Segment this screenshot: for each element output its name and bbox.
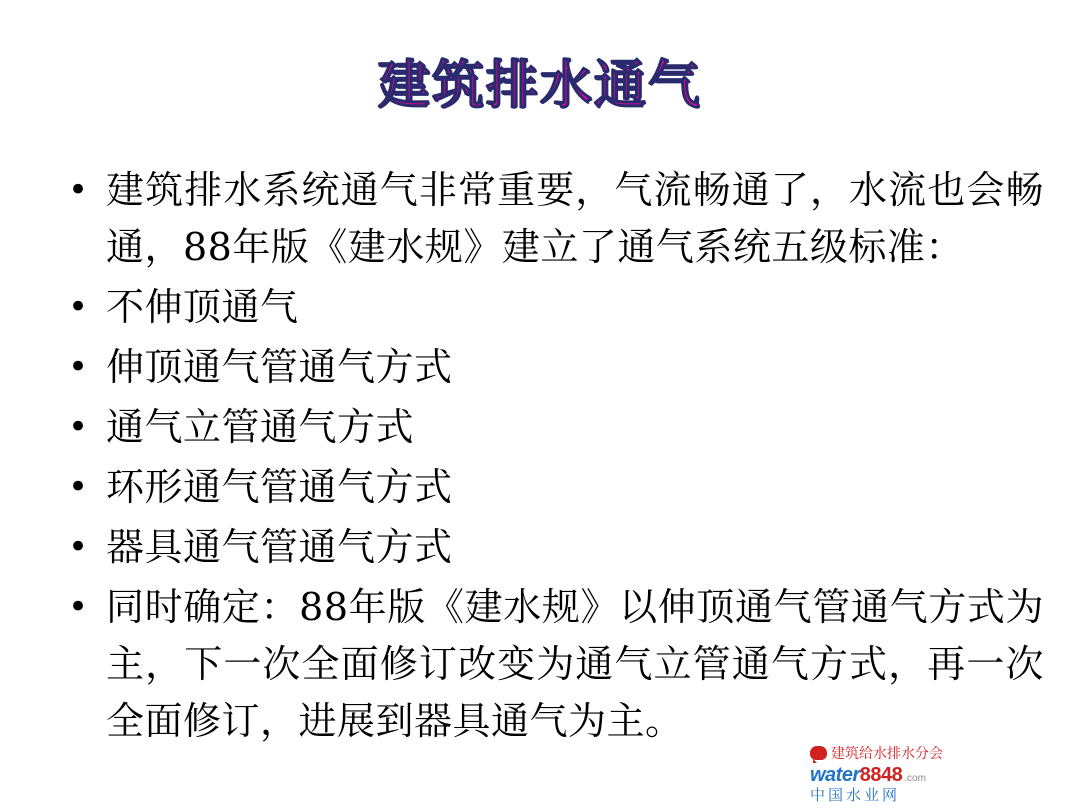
list-item-text: 建筑排水系统通气非常重要，气流畅通了，水流也会畅通，88年版《建水规》建立了通气系统五级标准： — [106, 168, 1044, 269]
bullet-marker: • — [68, 587, 89, 627]
watermark-wechat-account: 建筑给水排水分会 — [831, 745, 943, 761]
watermark-brand-line — [810, 764, 1072, 784]
slide-title: 建筑排水通气 — [377, 55, 702, 116]
bullet-list — [54, 162, 1044, 753]
watermark-wechat-line — [810, 742, 1072, 764]
watermark-brand-main: water — [810, 764, 860, 786]
list-item-text: 不伸顶通气 — [106, 285, 299, 329]
list-item — [54, 579, 1044, 750]
list-item-text: 同时确定：88年版《建水规》以伸顶通气管通气方式为主，下一次全面修订改变为通气立管通气方式，再一次全面修订，进展到器具通气为主。 — [106, 585, 1044, 743]
list-item-text: 环形通气管通气方式 — [106, 465, 453, 509]
list-item — [54, 279, 1044, 336]
bullet-marker: • — [68, 170, 89, 210]
list-item-text: 器具通气管通气方式 — [106, 525, 453, 569]
bullet-marker: • — [68, 407, 89, 447]
bullet-marker: • — [68, 287, 89, 327]
wechat-icon — [810, 746, 827, 760]
watermark-brand-cn: 中国水业网 — [810, 787, 901, 804]
list-item — [54, 339, 1044, 396]
bullet-marker: • — [68, 347, 89, 387]
list-item — [54, 399, 1044, 456]
watermark-brand-number: 8848 — [859, 764, 903, 786]
list-item — [54, 162, 1044, 276]
list-item-text: 伸顶通气管通气方式 — [106, 345, 453, 389]
watermark-brand-suffix: .com — [904, 773, 926, 784]
bullet-marker: • — [68, 527, 89, 567]
watermark — [810, 742, 1072, 804]
list-item — [54, 519, 1044, 576]
bullet-marker: • — [68, 467, 89, 507]
list-item-text: 通气立管通气方式 — [106, 405, 415, 449]
list-item — [54, 459, 1044, 516]
